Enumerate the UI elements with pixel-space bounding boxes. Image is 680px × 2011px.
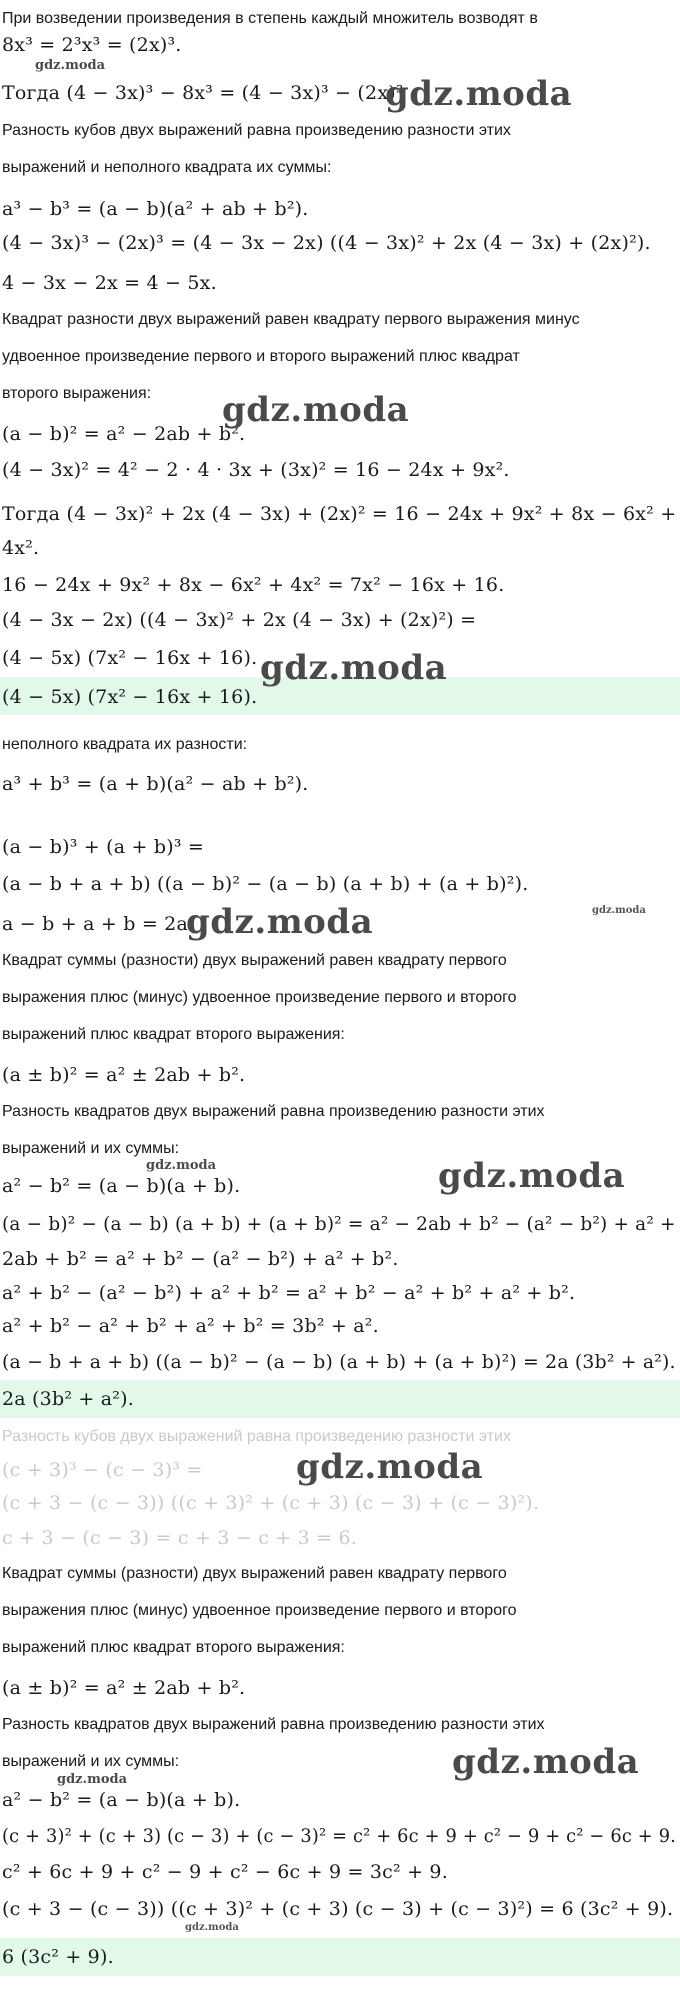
text-line: Разность кубов двух выражений равна произведению разности этих (2, 122, 511, 139)
text-line: выражений и их суммы: (2, 1753, 180, 1770)
faded-math-line: (c + 3 − (c − 3)) ((c + 3)² + (c + 3) (c − 3) + (c − 3)²). (2, 1492, 540, 1514)
faded-math-line: c + 3 − (c − 3) = c + 3 − c + 3 = 6. (2, 1527, 358, 1549)
watermark-logo: gdz.moda (438, 1156, 626, 1196)
math-line: a² + b² − a² + b² + a² + b² = 3b² + a². (2, 1315, 379, 1337)
watermark-small: gdz.moda (35, 58, 106, 73)
math-line: (4 − 3x)³ − (2x)³ = (4 − 3x − 2x) ((4 − 3x)² + 2x (4 − 3x) + (2x)²). (2, 232, 651, 254)
text-line: удвоенное произведение первого и второго выражений плюс квадрат (2, 348, 520, 365)
math-line: (a ± b)² = a² ± 2ab + b². (2, 1677, 246, 1699)
text-line: выражений плюс квадрат второго выражения: (2, 1026, 345, 1043)
watermark-small: gdz.moda (146, 1158, 217, 1173)
faded-math-line: (c + 3)³ − (c − 3)³ = (2, 1459, 203, 1481)
math-line: 8x³ = 2³x³ = (2x)³. (2, 34, 182, 56)
math-line: (4 − 5x) (7x² − 16x + 16). (2, 647, 258, 669)
watermark-logo: gdz.moda (186, 902, 374, 942)
math-line: a³ + b³ = (a + b)(a² − ab + b²). (2, 773, 309, 795)
math-line: (c + 3)² + (c + 3) (c − 3) + (c − 3)² = c² + 6c + 9 + c² − 9 + c² − 6c + 9. (2, 1825, 677, 1847)
text-line: Разность квадратов двух выражений равна произведению разности этих (2, 1716, 545, 1733)
watermark-logo: gdz.moda (260, 648, 448, 688)
math-line: (a − b + a + b) ((a − b)² − (a − b) (a + b) + (a + b)²) = 2a (3b² + a²). (2, 1351, 676, 1373)
math-line: a³ − b³ = (a − b)(a² + ab + b²). (2, 198, 309, 220)
math-line: c² + 6c + 9 + c² − 9 + c² − 6c + 9 = 3c² + 9. (2, 1861, 448, 1883)
text-line: Квадрат суммы (разности) двух выражений равен квадрату первого (2, 952, 507, 969)
answer-line: 6 (3c² + 9). (2, 1946, 114, 1968)
text-line: При возведении произведения в степень каждый множитель возводят в (2, 10, 538, 27)
watermark-small: gdz.moda (57, 1772, 128, 1787)
watermark-logo: gdz.moda (385, 74, 573, 114)
math-line: (c + 3 − (c − 3)) ((c + 3)² + (c + 3) (c − 3) + (c − 3)²) = 6 (3c² + 9). (2, 1898, 674, 1920)
text-line: выражений и неполного квадрата их суммы: (2, 159, 332, 176)
math-line: (a − b)² = a² − 2ab + b². (2, 423, 246, 445)
watermark-small: gdz.moda (185, 1922, 239, 1933)
text-line: выражений и их суммы: (2, 1140, 180, 1157)
math-line: (a − b)² − (a − b) (a + b) + (a + b)² = a² − 2ab + b² − (a² − b²) + a² + (2, 1213, 676, 1235)
text-line: выражения плюс (минус) удвоенное произведение первого и второго (2, 989, 517, 1006)
math-line: (4 − 3x − 2x) ((4 − 3x)² + 2x (4 − 3x) + (2x)²) = (2, 609, 477, 631)
math-line: a − b + a + b = 2a. (2, 913, 195, 935)
text-line: Разность квадратов двух выражений равна произведению разности этих (2, 1103, 545, 1120)
watermark-logo: gdz.moda (452, 1742, 640, 1782)
math-line: a² + b² − (a² − b²) + a² + b² = a² + b² − a² + b² + a² + b². (2, 1282, 576, 1304)
faded-text-line: Разность кубов двух выражений равна произведению разности этих (2, 1428, 511, 1445)
math-line: Тогда (4 − 3x)² + 2x (4 − 3x) + (2x)² = 16 − 24x + 9x² + 8x − 6x² + (2, 503, 677, 525)
math-line: (a − b)³ + (a + b)³ = (2, 836, 205, 858)
answer-line: (4 − 5x) (7x² − 16x + 16). (2, 686, 258, 708)
text-line: Квадрат суммы (разности) двух выражений равен квадрату первого (2, 1565, 507, 1582)
text-line: неполного квадрата их разности: (2, 736, 248, 753)
math-line: Тогда (4 − 3x)³ − 8x³ = (4 − 3x)³ − (2x)³ (2, 82, 404, 104)
text-line: выражений плюс квадрат второго выражения: (2, 1639, 345, 1656)
math-line: 4x². (2, 537, 40, 559)
math-line: (a ± b)² = a² ± 2ab + b². (2, 1064, 246, 1086)
answer-line: 2a (3b² + a²). (2, 1388, 134, 1410)
math-line: (4 − 3x)² = 4² − 2 · 4 · 3x + (3x)² = 16 − 24x + 9x². (2, 459, 510, 481)
text-line: выражения плюс (минус) удвоенное произведение первого и второго (2, 1602, 517, 1619)
text-line: второго выражения: (2, 385, 152, 402)
math-line: a² − b² = (a − b)(a + b). (2, 1789, 241, 1811)
watermark-logo: gdz.moda (296, 1447, 484, 1487)
watermark-small: gdz.moda (592, 905, 646, 916)
text-line: Квадрат разности двух выражений равен квадрату первого выражения минус (2, 311, 580, 328)
math-line: (a − b + a + b) ((a − b)² − (a − b) (a + b) + (a + b)²). (2, 873, 529, 895)
math-line: 16 − 24x + 9x² + 8x − 6x² + 4x² = 7x² − 16x + 16. (2, 574, 505, 596)
watermark-logo: gdz.moda (222, 390, 410, 430)
math-line: 2ab + b² = a² + b² − (a² − b²) + a² + b². (2, 1248, 399, 1270)
math-line: 4 − 3x − 2x = 4 − 5x. (2, 272, 217, 294)
math-line: a² − b² = (a − b)(a + b). (2, 1175, 241, 1197)
